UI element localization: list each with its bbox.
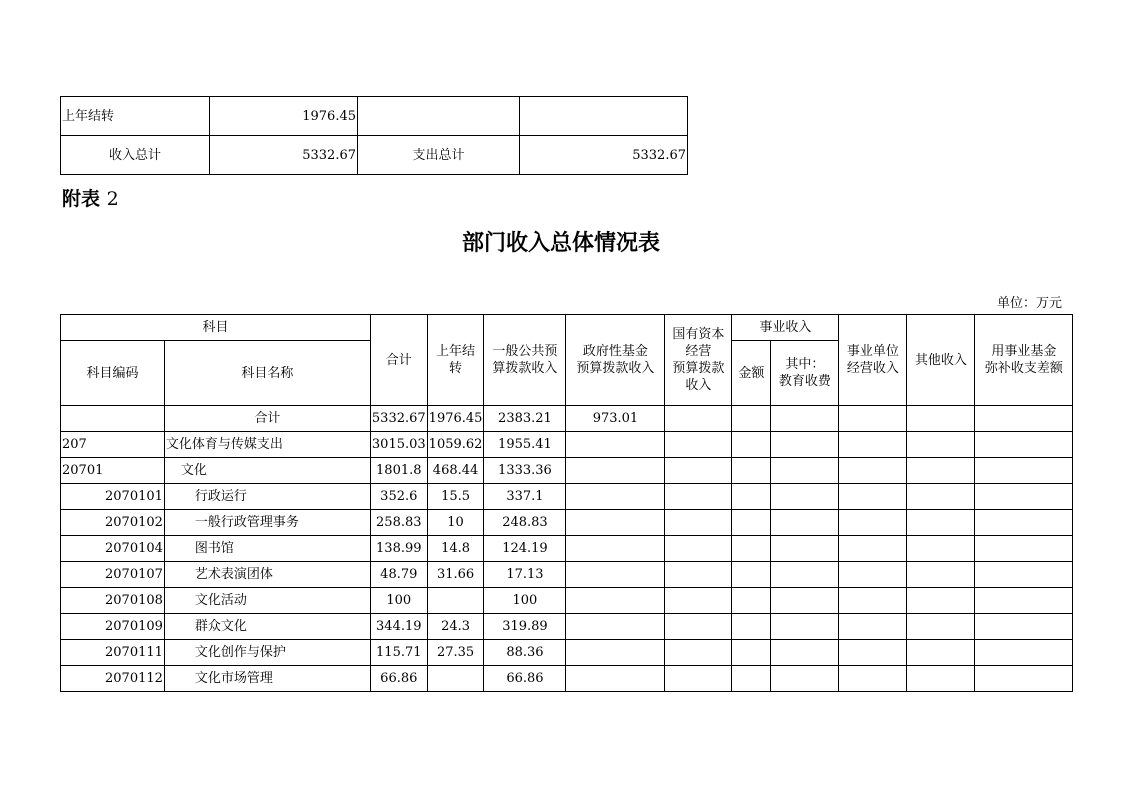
header-gov-fund-line2: 预算拨款收入 <box>576 361 655 376</box>
row-general: 88.36 <box>484 640 566 666</box>
empty-cell <box>771 510 839 536</box>
row-general: 124.19 <box>484 536 566 562</box>
empty-cell <box>665 614 732 640</box>
row-carryover: 27.35 <box>427 640 484 666</box>
empty-cell <box>665 536 732 562</box>
empty-cell <box>771 458 839 484</box>
appendix-prefix: 附表 <box>62 188 101 210</box>
row-total: 48.79 <box>370 562 427 588</box>
row-total: 115.71 <box>370 640 427 666</box>
header-amount: 金额 <box>732 341 771 406</box>
header-business-income: 事业收入 <box>732 315 839 341</box>
empty-cell <box>566 588 665 614</box>
empty-cell <box>839 536 907 562</box>
row-code: 2070112 <box>61 666 165 692</box>
empty-cell <box>907 510 975 536</box>
header-fund-line1: 用事业基金 <box>991 344 1057 359</box>
table-row <box>61 562 1073 588</box>
empty-cell <box>665 562 732 588</box>
empty-cell <box>771 562 839 588</box>
empty-cell <box>975 588 1073 614</box>
empty-cell <box>771 536 839 562</box>
table-row <box>61 458 1073 484</box>
empty-cell <box>732 666 771 692</box>
row-carryover: 14.8 <box>427 536 484 562</box>
summary-table <box>60 96 688 175</box>
empty-cell <box>732 458 771 484</box>
empty-cell <box>907 640 975 666</box>
empty-cell <box>665 666 732 692</box>
empty-cell <box>566 562 665 588</box>
total-sum: 5332.67 <box>370 406 427 432</box>
row-total: 344.19 <box>370 614 427 640</box>
total-row <box>61 406 1073 432</box>
empty-cell <box>665 458 732 484</box>
row-carryover: 1059.62 <box>427 432 484 458</box>
header-of-which <box>771 341 839 406</box>
empty-cell <box>732 588 771 614</box>
empty-cell <box>665 588 732 614</box>
row-name: 文化 <box>164 458 370 484</box>
empty-cell <box>975 458 1073 484</box>
carryover-value: 1976.45 <box>210 97 358 136</box>
row-carryover <box>427 666 484 692</box>
empty-cell <box>907 562 975 588</box>
header-op-line1: 事业单位 <box>846 344 899 359</box>
empty-cell <box>665 432 732 458</box>
row-general: 1333.36 <box>484 458 566 484</box>
empty-cell <box>771 484 839 510</box>
empty-cell <box>665 640 732 666</box>
empty-cell <box>907 432 975 458</box>
header-carryover-line2: 转 <box>449 361 463 376</box>
empty-cell <box>839 458 907 484</box>
total-general: 2383.21 <box>484 406 566 432</box>
empty-cell <box>839 406 907 432</box>
empty-cell <box>907 458 975 484</box>
expense-total-label: 支出总计 <box>358 136 520 175</box>
header-gov-fund <box>566 315 665 406</box>
row-name: 艺术表演团体 <box>164 562 370 588</box>
row-name: 图书馆 <box>164 536 370 562</box>
row-carryover <box>427 588 484 614</box>
empty-cell <box>732 614 771 640</box>
row-general: 66.86 <box>484 666 566 692</box>
empty-cell <box>975 640 1073 666</box>
row-carryover: 24.3 <box>427 614 484 640</box>
empty-cell <box>975 536 1073 562</box>
row-total: 1801.8 <box>370 458 427 484</box>
row-code: 2070101 <box>61 484 165 510</box>
header-state-line2: 经营 <box>685 344 712 359</box>
empty-cell <box>771 406 839 432</box>
empty-cell <box>839 614 907 640</box>
header-operating-income <box>839 315 907 406</box>
row-code: 2070111 <box>61 640 165 666</box>
row-total: 352.6 <box>370 484 427 510</box>
empty-cell <box>839 432 907 458</box>
income-total-label: 收入总计 <box>61 136 210 175</box>
empty-cell <box>907 588 975 614</box>
empty-cell <box>732 562 771 588</box>
row-total: 258.83 <box>370 510 427 536</box>
row-code: 2070104 <box>61 536 165 562</box>
header-other-income: 其他收入 <box>907 315 975 406</box>
empty-cell <box>907 666 975 692</box>
row-general: 100 <box>484 588 566 614</box>
row-code: 20701 <box>61 458 165 484</box>
row-total: 138.99 <box>370 536 427 562</box>
empty-cell <box>771 432 839 458</box>
header-code: 科目编码 <box>61 341 165 406</box>
empty-cell <box>566 614 665 640</box>
empty-cell <box>839 588 907 614</box>
empty-cell <box>732 640 771 666</box>
header-state-capital <box>665 315 732 406</box>
empty-cell <box>771 614 839 640</box>
row-code: 2070102 <box>61 510 165 536</box>
data-rows <box>61 432 1073 692</box>
header-fund-line2: 弥补收支差额 <box>984 361 1063 376</box>
row-general: 337.1 <box>484 484 566 510</box>
empty-cell <box>771 640 839 666</box>
empty-cell <box>907 536 975 562</box>
row-carryover: 31.66 <box>427 562 484 588</box>
header-carryover <box>427 315 484 406</box>
appendix-number: 2 <box>106 188 119 210</box>
row-name: 文化体育与传媒支出 <box>164 432 370 458</box>
header-state-line4: 收入 <box>685 378 712 393</box>
empty-cell <box>732 406 771 432</box>
empty-cell <box>839 510 907 536</box>
total-carryover: 1976.45 <box>427 406 484 432</box>
row-general: 1955.41 <box>484 432 566 458</box>
empty-cell <box>732 510 771 536</box>
empty-cell <box>665 510 732 536</box>
header-general-line1: 一般公共预 <box>492 344 558 359</box>
empty-cell <box>907 406 975 432</box>
header-state-line1: 国有资本 <box>672 327 725 342</box>
row-code: 2070108 <box>61 588 165 614</box>
unit-label: 单位：万元 <box>996 296 1062 311</box>
header-gov-fund-line1: 政府性基金 <box>582 344 648 359</box>
row-total: 66.86 <box>370 666 427 692</box>
empty-cell <box>907 484 975 510</box>
table-row <box>61 588 1073 614</box>
empty-cell <box>665 484 732 510</box>
table-row <box>61 666 1073 692</box>
header-carryover-line1: 上年结 <box>436 344 476 359</box>
empty-cell <box>566 666 665 692</box>
summary-row-carryover <box>61 97 688 136</box>
empty-cell <box>732 432 771 458</box>
empty-cell <box>732 536 771 562</box>
header-of-which-line2: 教育收费 <box>778 374 831 389</box>
empty-cell <box>566 536 665 562</box>
row-name: 一般行政管理事务 <box>164 510 370 536</box>
total-label: 合计 <box>164 406 370 432</box>
empty-cell <box>975 614 1073 640</box>
empty-cell <box>907 614 975 640</box>
empty-cell <box>839 484 907 510</box>
header-row-1 <box>61 315 1073 341</box>
income-total-value: 5332.67 <box>210 136 358 175</box>
header-fund-balance <box>975 315 1073 406</box>
row-name: 行政运行 <box>164 484 370 510</box>
row-name: 群众文化 <box>164 614 370 640</box>
empty-cell <box>566 510 665 536</box>
empty-cell <box>665 406 732 432</box>
empty-cell <box>566 458 665 484</box>
empty-cell <box>839 640 907 666</box>
row-name: 文化创作与保护 <box>164 640 370 666</box>
header-total: 合计 <box>370 315 427 406</box>
row-total: 3015.03 <box>370 432 427 458</box>
row-general: 17.13 <box>484 562 566 588</box>
expense-total-value: 5332.67 <box>520 136 688 175</box>
header-state-line3: 预算拨款 <box>672 361 725 376</box>
empty-cell <box>975 510 1073 536</box>
empty-cell <box>566 484 665 510</box>
table-row <box>61 510 1073 536</box>
empty-cell <box>566 640 665 666</box>
row-carryover: 15.5 <box>427 484 484 510</box>
header-subject: 科目 <box>61 315 371 341</box>
empty-cell <box>732 484 771 510</box>
total-code-cell <box>61 406 165 432</box>
summary-row-totals <box>61 136 688 175</box>
header-of-which-line1: 其中： <box>785 357 825 372</box>
carryover-label: 上年结转 <box>61 97 210 136</box>
empty-cell <box>566 432 665 458</box>
table-row <box>61 536 1073 562</box>
row-code: 2070107 <box>61 562 165 588</box>
row-code: 2070109 <box>61 614 165 640</box>
table-row <box>61 432 1073 458</box>
total-gov-fund: 973.01 <box>566 406 665 432</box>
appendix-label <box>62 184 119 211</box>
page-title: 部门收入总体情况表 <box>461 231 660 256</box>
table-row <box>61 484 1073 510</box>
row-general: 248.83 <box>484 510 566 536</box>
empty-cell <box>975 666 1073 692</box>
empty-cell <box>771 588 839 614</box>
empty-cell <box>520 97 688 136</box>
header-general-budget <box>484 315 566 406</box>
row-total: 100 <box>370 588 427 614</box>
empty-cell <box>975 432 1073 458</box>
row-general: 319.89 <box>484 614 566 640</box>
header-op-line2: 经营收入 <box>846 361 899 376</box>
row-name: 文化活动 <box>164 588 370 614</box>
row-name: 文化市场管理 <box>164 666 370 692</box>
empty-cell <box>358 97 520 136</box>
table-row <box>61 614 1073 640</box>
header-general-line2: 算拨款收入 <box>492 361 558 376</box>
row-carryover: 10 <box>427 510 484 536</box>
row-carryover: 468.44 <box>427 458 484 484</box>
header-name: 科目名称 <box>164 341 370 406</box>
empty-cell <box>839 666 907 692</box>
empty-cell <box>975 406 1073 432</box>
income-table <box>60 314 1073 692</box>
table-row <box>61 640 1073 666</box>
row-code: 207 <box>61 432 165 458</box>
empty-cell <box>771 666 839 692</box>
empty-cell <box>975 562 1073 588</box>
empty-cell <box>975 484 1073 510</box>
empty-cell <box>839 562 907 588</box>
